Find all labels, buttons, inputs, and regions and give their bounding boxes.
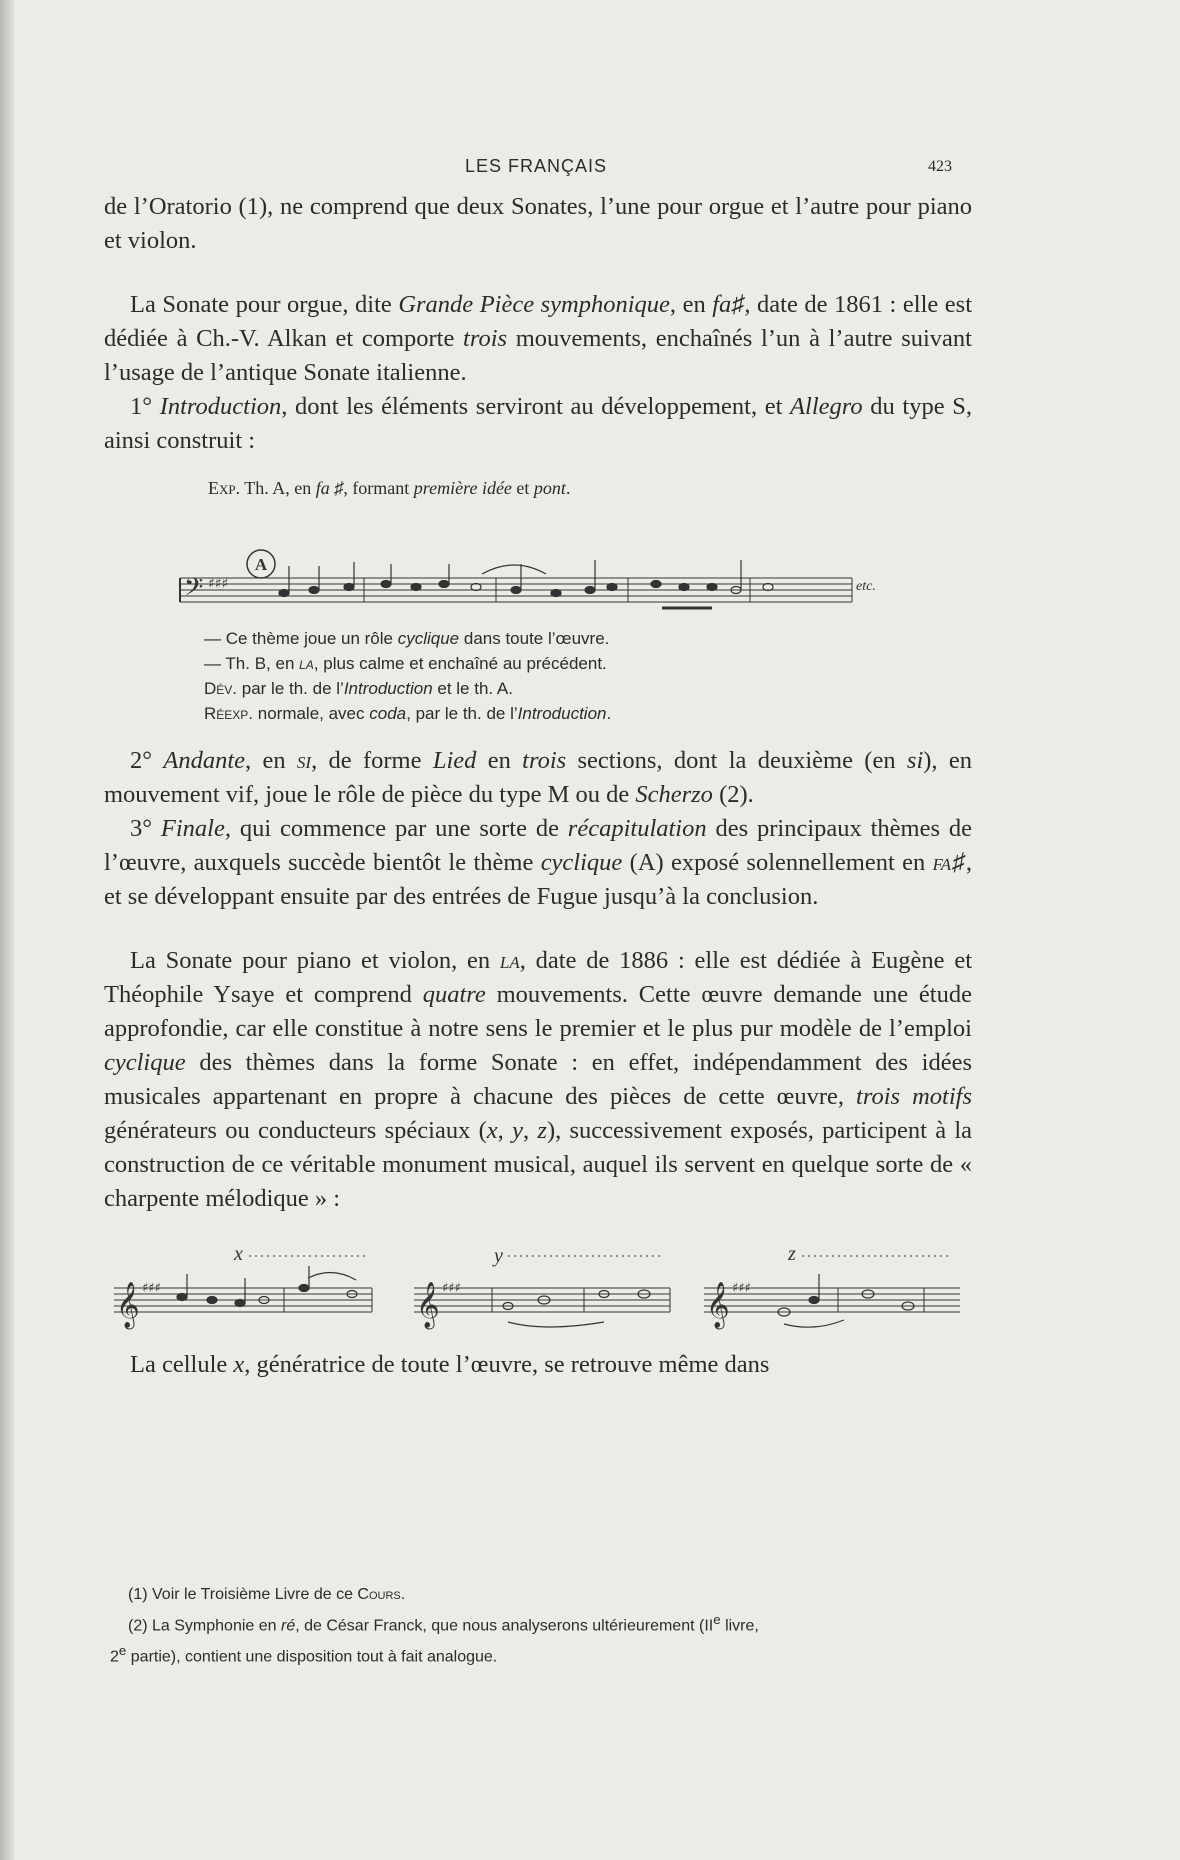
motif-z-label: z <box>788 1243 796 1265</box>
paragraph-sonate-violon: La Sonate pour piano et violon, en la, date de 1886 : elle est dédiée à Eugène et Théophile Ysaye et comprend quatre mouvements. Cette œuvre demande une étude approfondie, car elle constitue à notre sens le premier et le plus pur modèle de l’emploi cyclique des thèmes dans la forme Sonate : en effet, indépendamment des idées musicales appartenant en propre à chacune des pièces de cette œuvre, trois motifs générateurs ou conducteurs spéciaux (x, y, z), successivement exposés, participent à la construction de ce véritable monument musical, auquel ils servent en quelque sorte de « charpente mélodique » : <box>104 947 973 1212</box>
paragraph-andante: 2° Andante, en si, de forme Lied en trois sections, dont la deuxième (en si), en mouvement vif, joue le rôle de pièce du type M ou de Scherzo (2). <box>104 747 972 808</box>
footnote-1: (1) Voir le Troisième Livre de ce Cours. <box>128 1586 406 1603</box>
svg-text:♯♯♯: ♯♯♯ <box>732 1281 751 1296</box>
music-staff-motifs <box>104 1228 972 1348</box>
running-header <box>0 156 1180 186</box>
svg-text:𝄢: 𝄢 <box>184 573 204 608</box>
motif-x-label: x <box>234 1243 243 1265</box>
motif-y-label: y <box>494 1245 503 1267</box>
paragraph-finale: 3° Finale, qui commence par une sorte de récapitulation des principaux thèmes de l’œuvre, auxquels succède bientôt le thème cyclique (A) exposé solennellement en fa♯, et se développant ensuite par des entrées de Fugue jusqu’à la conclusion. <box>104 815 973 910</box>
svg-text:𝄞: 𝄞 <box>706 1282 730 1328</box>
etc-mark: etc. <box>856 579 876 594</box>
page-number: 423 <box>928 158 952 175</box>
analysis-line-1: — Ce thème joue un rôle cyclique dans toute l’œuvre. <box>204 629 610 648</box>
svg-text:♯♯♯: ♯♯♯ <box>208 576 229 592</box>
svg-text:𝄞: 𝄞 <box>116 1282 140 1328</box>
music-example-theme-a <box>104 500 972 618</box>
paragraph-introduction: 1° Introduction, dont les éléments serviront au développement, et Allegro du type S, ainsi construit : <box>104 393 972 454</box>
analysis-list <box>204 626 972 726</box>
exposition-line: Exp. Th. A, en fa ♯, formant première idée et pont. <box>208 478 571 498</box>
analysis-line-3: Dév. par le th. de l’Introduction et le th. A. <box>204 679 513 698</box>
paragraph-oratorio: de l’Oratorio (1), ne comprend que deux Sonates, l’une pour orgue et l’autre pour piano et violon. <box>104 193 972 254</box>
footnote-2: (2) La Symphonie en ré, de César Franck, que nous analyserons ultérieurement (IIe livre, <box>128 1612 759 1635</box>
footnotes <box>110 1582 998 1670</box>
page-binding-shadow <box>0 0 14 1860</box>
paragraph-sonate-orgue: La Sonate pour orgue, dite Grande Pièce symphonique, en fa♯, date de 1861 : elle est dédiée à Ch.-V. Alkan et comporte trois mouvements, enchaînés l’un à l’autre suivant l’usage de l’antique Sonate italienne. <box>104 291 973 386</box>
svg-text:♯♯♯: ♯♯♯ <box>442 1281 461 1296</box>
running-title: LES FRANÇAIS <box>465 156 608 176</box>
svg-text:♯♯♯: ♯♯♯ <box>142 1281 161 1296</box>
theme-a-mark: A <box>254 555 268 574</box>
footnote-2-continuation: 2e partie), contient une disposition tout à fait analogue. <box>110 1643 498 1666</box>
music-staff-theme-a <box>104 500 972 618</box>
music-example-motifs <box>104 1228 972 1348</box>
page-body <box>104 190 972 1382</box>
paragraph-cellule-x: La cellule x, génératrice de toute l’œuvre, se retrouve même dans <box>130 1351 770 1378</box>
analysis-line-2: — Th. B, en la, plus calme et enchaîné au précédent. <box>204 654 607 673</box>
svg-text:𝄞: 𝄞 <box>416 1282 440 1328</box>
analysis-line-4: Réexp. normale, avec coda, par le th. de l’Introduction. <box>204 704 612 723</box>
